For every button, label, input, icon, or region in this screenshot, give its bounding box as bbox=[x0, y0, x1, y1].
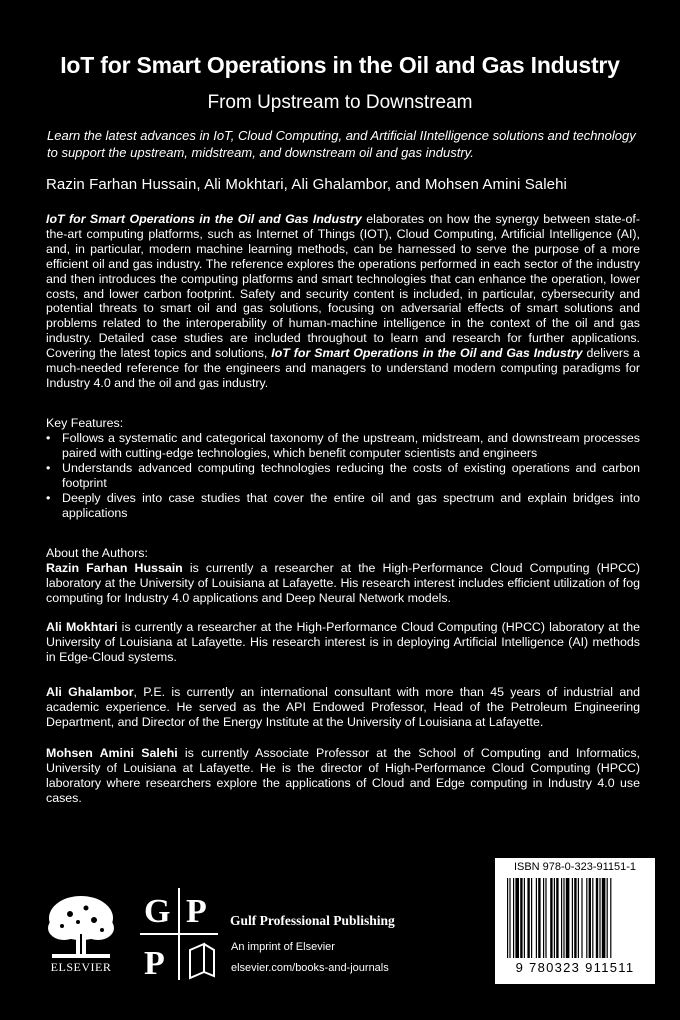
gpp-letter: P bbox=[186, 893, 207, 930]
author-bio bbox=[46, 746, 640, 806]
barcode-bar bbox=[536, 878, 537, 958]
barcode-bar bbox=[578, 878, 579, 958]
author-bio bbox=[46, 685, 640, 730]
barcode-bar bbox=[561, 878, 562, 958]
barcode bbox=[507, 878, 649, 958]
barcode-bar bbox=[543, 878, 544, 958]
author-bio-name: Ali Ghalambor bbox=[46, 685, 134, 699]
gpp-letter: G bbox=[144, 893, 171, 930]
description bbox=[46, 212, 640, 391]
barcode-bar bbox=[607, 878, 608, 958]
barcode-bar bbox=[566, 878, 570, 958]
barcode-bar bbox=[545, 878, 546, 958]
barcode-bar bbox=[509, 878, 510, 958]
description-part-2: delivers a much-needed reference for the engineers and managers to understand modern computing paradigms for Industry 4.0 and the oil and gas industry. bbox=[46, 346, 640, 390]
key-feature-item: • Understands advanced computing technologies reducing the costs of existing operations and carbon footprint bbox=[46, 461, 640, 491]
key-feature-item: • Follows a systematic and categorical taxonomy of the upstream, midstream, and downstream processes paired with cutting-edge technologies, which benefit computer scientists and engineers bbox=[46, 431, 640, 461]
barcode-bar bbox=[520, 878, 522, 958]
author-bio bbox=[46, 561, 640, 606]
key-feature-item: • Deeply dives into case studies that cover the entire oil and gas spectrum and explain bridges into applications bbox=[46, 491, 640, 521]
barcode-bar bbox=[554, 878, 555, 958]
elsevier-wordmark: ELSEVIER bbox=[50, 960, 112, 974]
author-bio-text: is currently a researcher at the High-Performance Cloud Computing (HPCC) laboratory at the University of Louisiana at Lafayette. His research interest includes efficient utilization of fog computing for Industry 4.0 applications and Deep Neural Network models. bbox=[46, 561, 640, 605]
barcode-bar bbox=[524, 878, 525, 958]
author-bio-text: , P.E. is currently an international consultant with more than 45 years of industrial and academic experience. He served as the API Endowed Professor, Head of the Petroleum Engineering Department, and Director of the Energy Institute at the University of Louisiana at Lafayette. bbox=[46, 685, 640, 729]
description-part-1: elaborates on how the synergy between state-of-the-art computing platforms, such as Internet of Things (IOT), Cloud Computing, Artificial Intelligence (AI), and, in particular, modern machine learning methods, can be harnessed to serve the purpose of a more efficient oil and gas industry. The reference explores the operations performed in each sector of the industry and then introduces the computing platforms and smart technologies that can enhance the operation, lower costs, and lower carbon footprint. Safety and security content is included, in particular, cybersecurity and potential threats to smart oil and gas solutions, focusing on adversarial effects of smart solutions and problems related to the interoperability of human-machine intelligence in the context of the oil and gas industry. Detailed case studies are included throughout to learn and research for further applications. Covering the latest topics and solutions, bbox=[46, 212, 640, 361]
barcode-bar bbox=[538, 878, 540, 958]
book-subtitle: From Upstream to Downstream bbox=[207, 92, 473, 113]
isbn-label: ISBN 978-0-323-91151-1 bbox=[513, 861, 637, 873]
barcode-bar bbox=[515, 878, 519, 958]
about-authors-heading: About the Authors: bbox=[46, 546, 148, 560]
barcode-bar bbox=[550, 878, 552, 958]
barcode-bar bbox=[531, 878, 532, 958]
tagline: Learn the latest advances in IoT, Cloud Computing, and Artificial IIntelligence solutions and technology to support the upstream, midstream, and downstream oil and gas industry. bbox=[47, 128, 636, 160]
book-title: IoT for Smart Operations in the Oil and Gas Industry bbox=[60, 52, 620, 78]
barcode-bar bbox=[527, 878, 529, 958]
barcode-bar bbox=[574, 878, 576, 958]
author-bio bbox=[46, 620, 640, 665]
barcode-bar bbox=[589, 878, 591, 958]
key-features-heading: Key Features: bbox=[46, 416, 124, 430]
gpp-logo bbox=[140, 888, 218, 980]
description-mid-title: IoT for Smart Operations in the Oil and Gas Industry bbox=[271, 346, 583, 361]
key-features-list bbox=[46, 431, 640, 520]
gpp-letter: P bbox=[144, 945, 165, 980]
barcode-bar bbox=[507, 878, 508, 958]
publisher-url: elsevier.com/books-and-journals bbox=[231, 962, 389, 974]
barcode-bar bbox=[592, 878, 593, 958]
author-bio-name: Ali Mokhtari bbox=[46, 620, 118, 634]
barcode-bar bbox=[602, 878, 606, 958]
barcode-number: 9 780323 911511 bbox=[515, 960, 635, 975]
barcode-bar bbox=[556, 878, 558, 958]
author-bio-text: is currently Associate Professor at the School of Computing and Informatics, University of Louisiana at Lafayette. He is the director of High-Performance Cloud Computing (HPCC) laboratory where researchers explore the applications of Cloud and Edge computing in Industry 4.0 use cases. bbox=[46, 746, 640, 805]
barcode-bar bbox=[513, 878, 514, 958]
author-list: Razin Farhan Hussain, Ali Mokhtari, Ali Ghalambor, and Mohsen Amini Salehi bbox=[46, 176, 567, 193]
barcode-bar bbox=[572, 878, 573, 958]
barcode-bar bbox=[596, 878, 598, 958]
author-bio-text: is currently a researcher at the High-Performance Cloud Computing (HPCC) laboratory at the University of Louisiana at Lafayette. His research interest is in deploying Artificial Intelligence (AI) methods in Edge-Cloud systems. bbox=[46, 620, 640, 664]
barcode-bar bbox=[586, 878, 587, 958]
description-lead-title: IoT for Smart Operations in the Oil and Gas Industry bbox=[46, 212, 362, 226]
publisher-imprint: An imprint of Elsevier bbox=[231, 941, 335, 953]
author-bio-name: Razin Farhan Hussain bbox=[46, 561, 183, 575]
isbn-barcode-box bbox=[495, 858, 655, 984]
publisher-name: Gulf Professional Publishing bbox=[230, 913, 395, 928]
barcode-bar bbox=[581, 878, 582, 958]
author-bio-name: Mohsen Amini Salehi bbox=[46, 746, 178, 760]
barcode-bar bbox=[599, 878, 600, 958]
barcode-bar bbox=[563, 878, 564, 958]
barcode-bar bbox=[610, 878, 611, 958]
